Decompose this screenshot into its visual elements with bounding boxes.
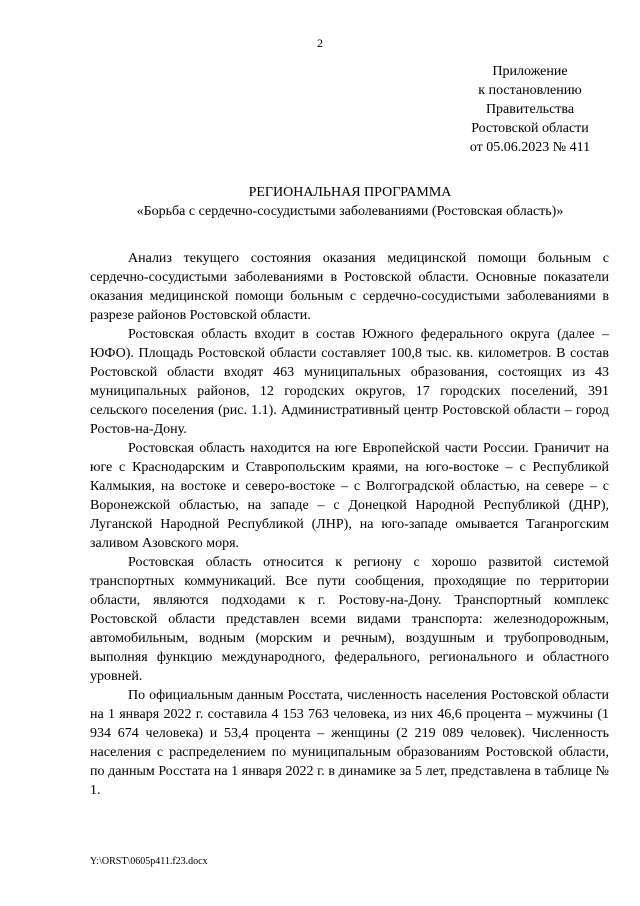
appendix-line: к постановлению — [478, 83, 582, 98]
paragraph: По официальным данным Росстата, численность населения Ростовской области на 1 января 2022 г. составила 4 153 763 человека, из них 46,6 процента – мужчины (1 934 674 человека) и 53,4 процента – женщины (2 219 089 человек). Численность населения с распределением по муниципальным образованиям Ростовской области, по данным Росстата на 1 января 2022 г. в динамике за 5 лет, представлена в таблице № 1. — [90, 688, 609, 798]
program-title: РЕГИОНАЛЬНАЯ ПРОГРАММА — [248, 185, 452, 200]
paragraph: Ростовская область входит в состав Южного федерального округа (далее – ЮФО). Площадь Ростовской области составляет 100,8 тыс. кв. километров. В состав Ростовской области входят 463 муниципальных образования, состоящих из 43 муниципальных районов, 12 городских округов, 17 городских поселений, 391 сельского поселения (рис. 1.1). Административный центр Ростовской области – город Ростов-на-Дону. — [90, 327, 609, 437]
paragraph: Анализ текущего состояния оказания медицинской помощи больным с сердечно-сосудистыми заболеваниями в Ростовской области. Основные показатели оказания медицинской помощи больным с сердечно-сосудистыми заболеваниями в разрезе районов Ростовской области. — [90, 251, 609, 323]
appendix-line: Приложение — [492, 64, 568, 79]
paragraph: Ростовская область находится на юге Европейской части России. Граничит на юге с Краснодарским и Ставропольским краями, на юго-востоке – с Республикой Калмыкия, на востоке и северо-востоке – с Волгоградской областью, на севере – с Воронежской областью, на западе – с Донецкой Народной Республикой (ДНР), Луганской Народной Республикой (ЛНР), на юго-западе омывается Таганрогским заливом Азовского моря. — [90, 441, 609, 551]
paragraph: Ростовская область относится к региону с хорошо развитой системой транспортных коммуникаций. Все пути сообщения, проходящие по территории области, являются подходами к г. Ростову-на-Дону. Транспортный комплекс Ростовской области представлен всеми видами транспорта: железнодорожным, автомобильным, водным (морским и речным), воздушным и трубопроводным, выполняя функцию международного, федерального, регионального и областного уровней. — [90, 555, 609, 684]
appendix-line: от 05.06.2023 № 411 — [469, 140, 591, 155]
program-subtitle: «Борьба с сердечно-сосудистыми заболеваниями (Ростовская область)» — [136, 204, 564, 219]
appendix-block — [440, 62, 620, 157]
footer-file-path: Y:\ORST\0605p411.f23.docx — [90, 856, 208, 867]
document-body — [90, 249, 609, 800]
appendix-line: Правительства — [485, 102, 575, 117]
appendix-line: Ростовской области — [471, 121, 589, 136]
page-number: 2 — [317, 36, 323, 50]
